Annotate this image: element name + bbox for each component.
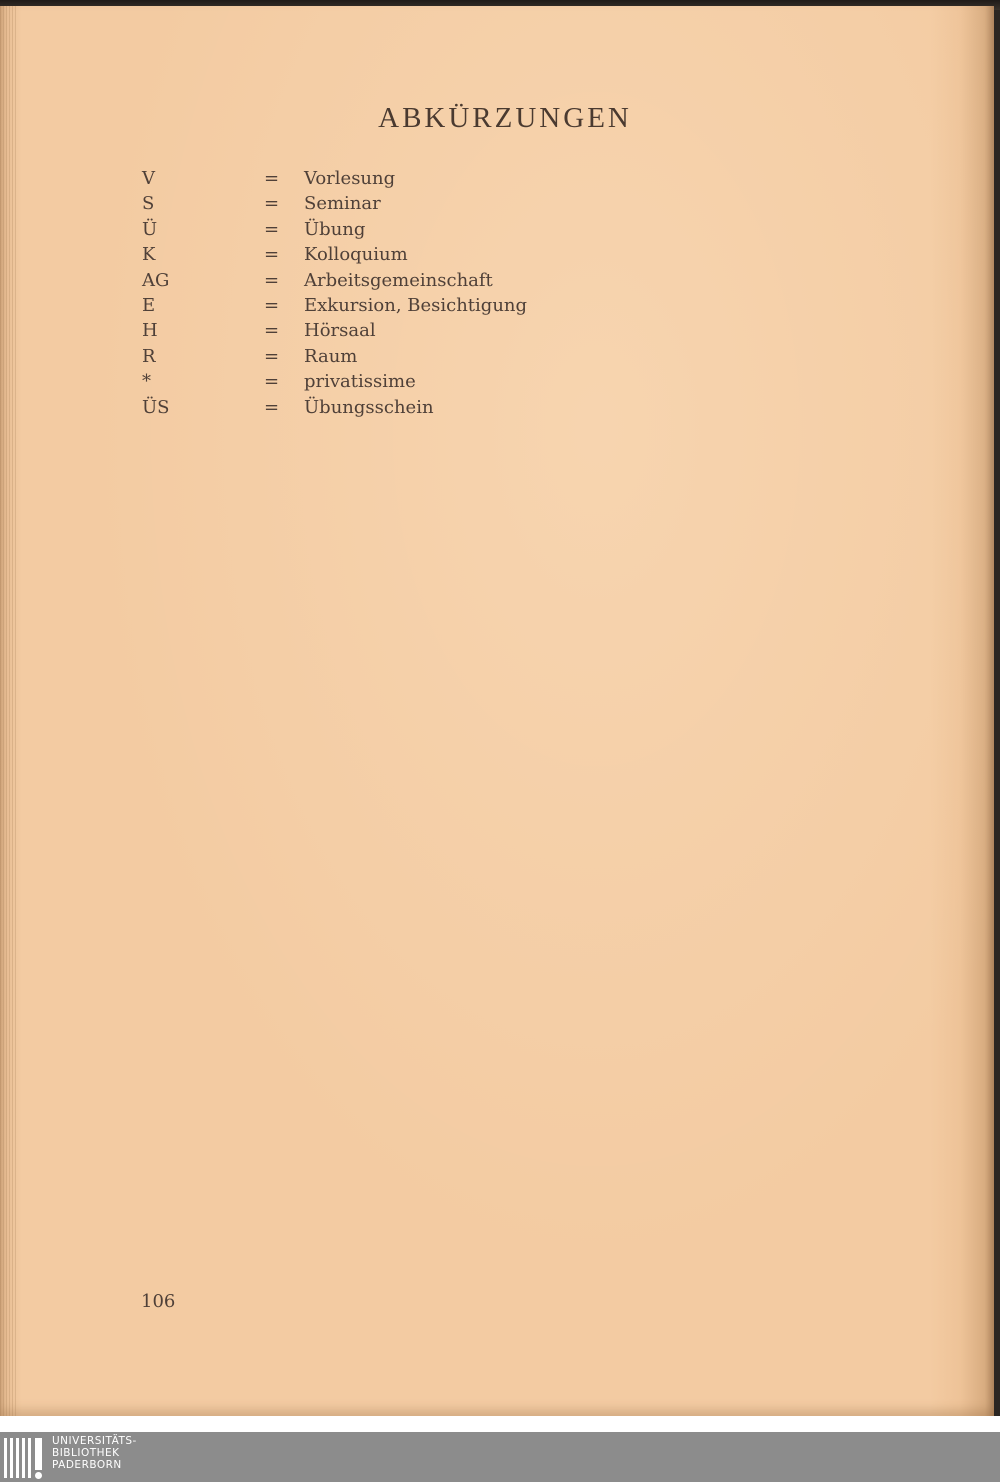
abbreviation-meaning: Vorlesung (304, 168, 396, 189)
abbreviation-row (142, 344, 702, 369)
abbreviation-key: H (142, 320, 158, 342)
equals-sign: = (264, 320, 280, 342)
abbreviation-meaning: Übungsschein (304, 396, 434, 418)
page-title: ABKÜRZUNGEN (378, 102, 632, 134)
equals-sign: = (264, 371, 280, 393)
abbreviation-key: ÜS (142, 396, 170, 418)
abbreviation-key: K (142, 244, 156, 266)
page-number: 106 (141, 1291, 176, 1312)
abbreviation-meaning: privatissime (304, 371, 416, 393)
abbreviation-list (142, 166, 702, 420)
abbreviation-row (142, 242, 702, 267)
equals-sign: = (264, 193, 280, 215)
abbreviation-key: S (142, 193, 155, 215)
library-barcode-logo-icon (4, 1436, 44, 1480)
abbreviation-meaning: Seminar (304, 193, 381, 215)
abbreviation-key: E (142, 294, 156, 316)
abbreviation-row (142, 191, 702, 216)
abbreviation-row (142, 293, 702, 318)
abbreviation-key: AG (142, 269, 170, 291)
abbreviation-key: Ü (142, 218, 158, 240)
equals-sign: = (264, 396, 280, 418)
abbreviation-key: V (142, 168, 155, 189)
library-name (52, 1435, 137, 1471)
abbreviation-row (142, 318, 702, 343)
abbreviation-meaning: Raum (304, 345, 358, 367)
equals-sign: = (264, 269, 280, 291)
abbreviation-meaning: Kolloquium (304, 244, 408, 266)
library-name-line3: PADERBORN (52, 1459, 122, 1471)
abbreviation-meaning: Exkursion, Besichtigung (304, 294, 528, 316)
equals-sign: = (264, 218, 280, 240)
abbreviation-key: * (142, 371, 151, 393)
footer-separator (0, 1416, 1000, 1432)
abbreviation-meaning: Hörsaal (304, 320, 376, 342)
abbreviation-row (142, 395, 702, 420)
abbreviation-row (142, 268, 702, 293)
equals-sign: = (264, 168, 280, 189)
abbreviation-row (142, 166, 702, 191)
equals-sign: = (264, 294, 280, 316)
equals-sign: = (264, 345, 280, 367)
abbreviation-meaning: Übung (304, 218, 366, 240)
abbreviation-row (142, 217, 702, 242)
abbreviation-row (142, 369, 702, 394)
library-name-line1: UNIVERSITÄTS- (52, 1435, 137, 1447)
library-footer-bar (0, 1432, 1000, 1482)
abbreviation-key: R (142, 345, 156, 367)
abbreviation-meaning: Arbeitsgemeinschaft (304, 269, 493, 291)
equals-sign: = (264, 244, 280, 266)
library-name-line2: BIBLIOTHEK (52, 1447, 120, 1459)
page-stack-edge (0, 6, 16, 1416)
